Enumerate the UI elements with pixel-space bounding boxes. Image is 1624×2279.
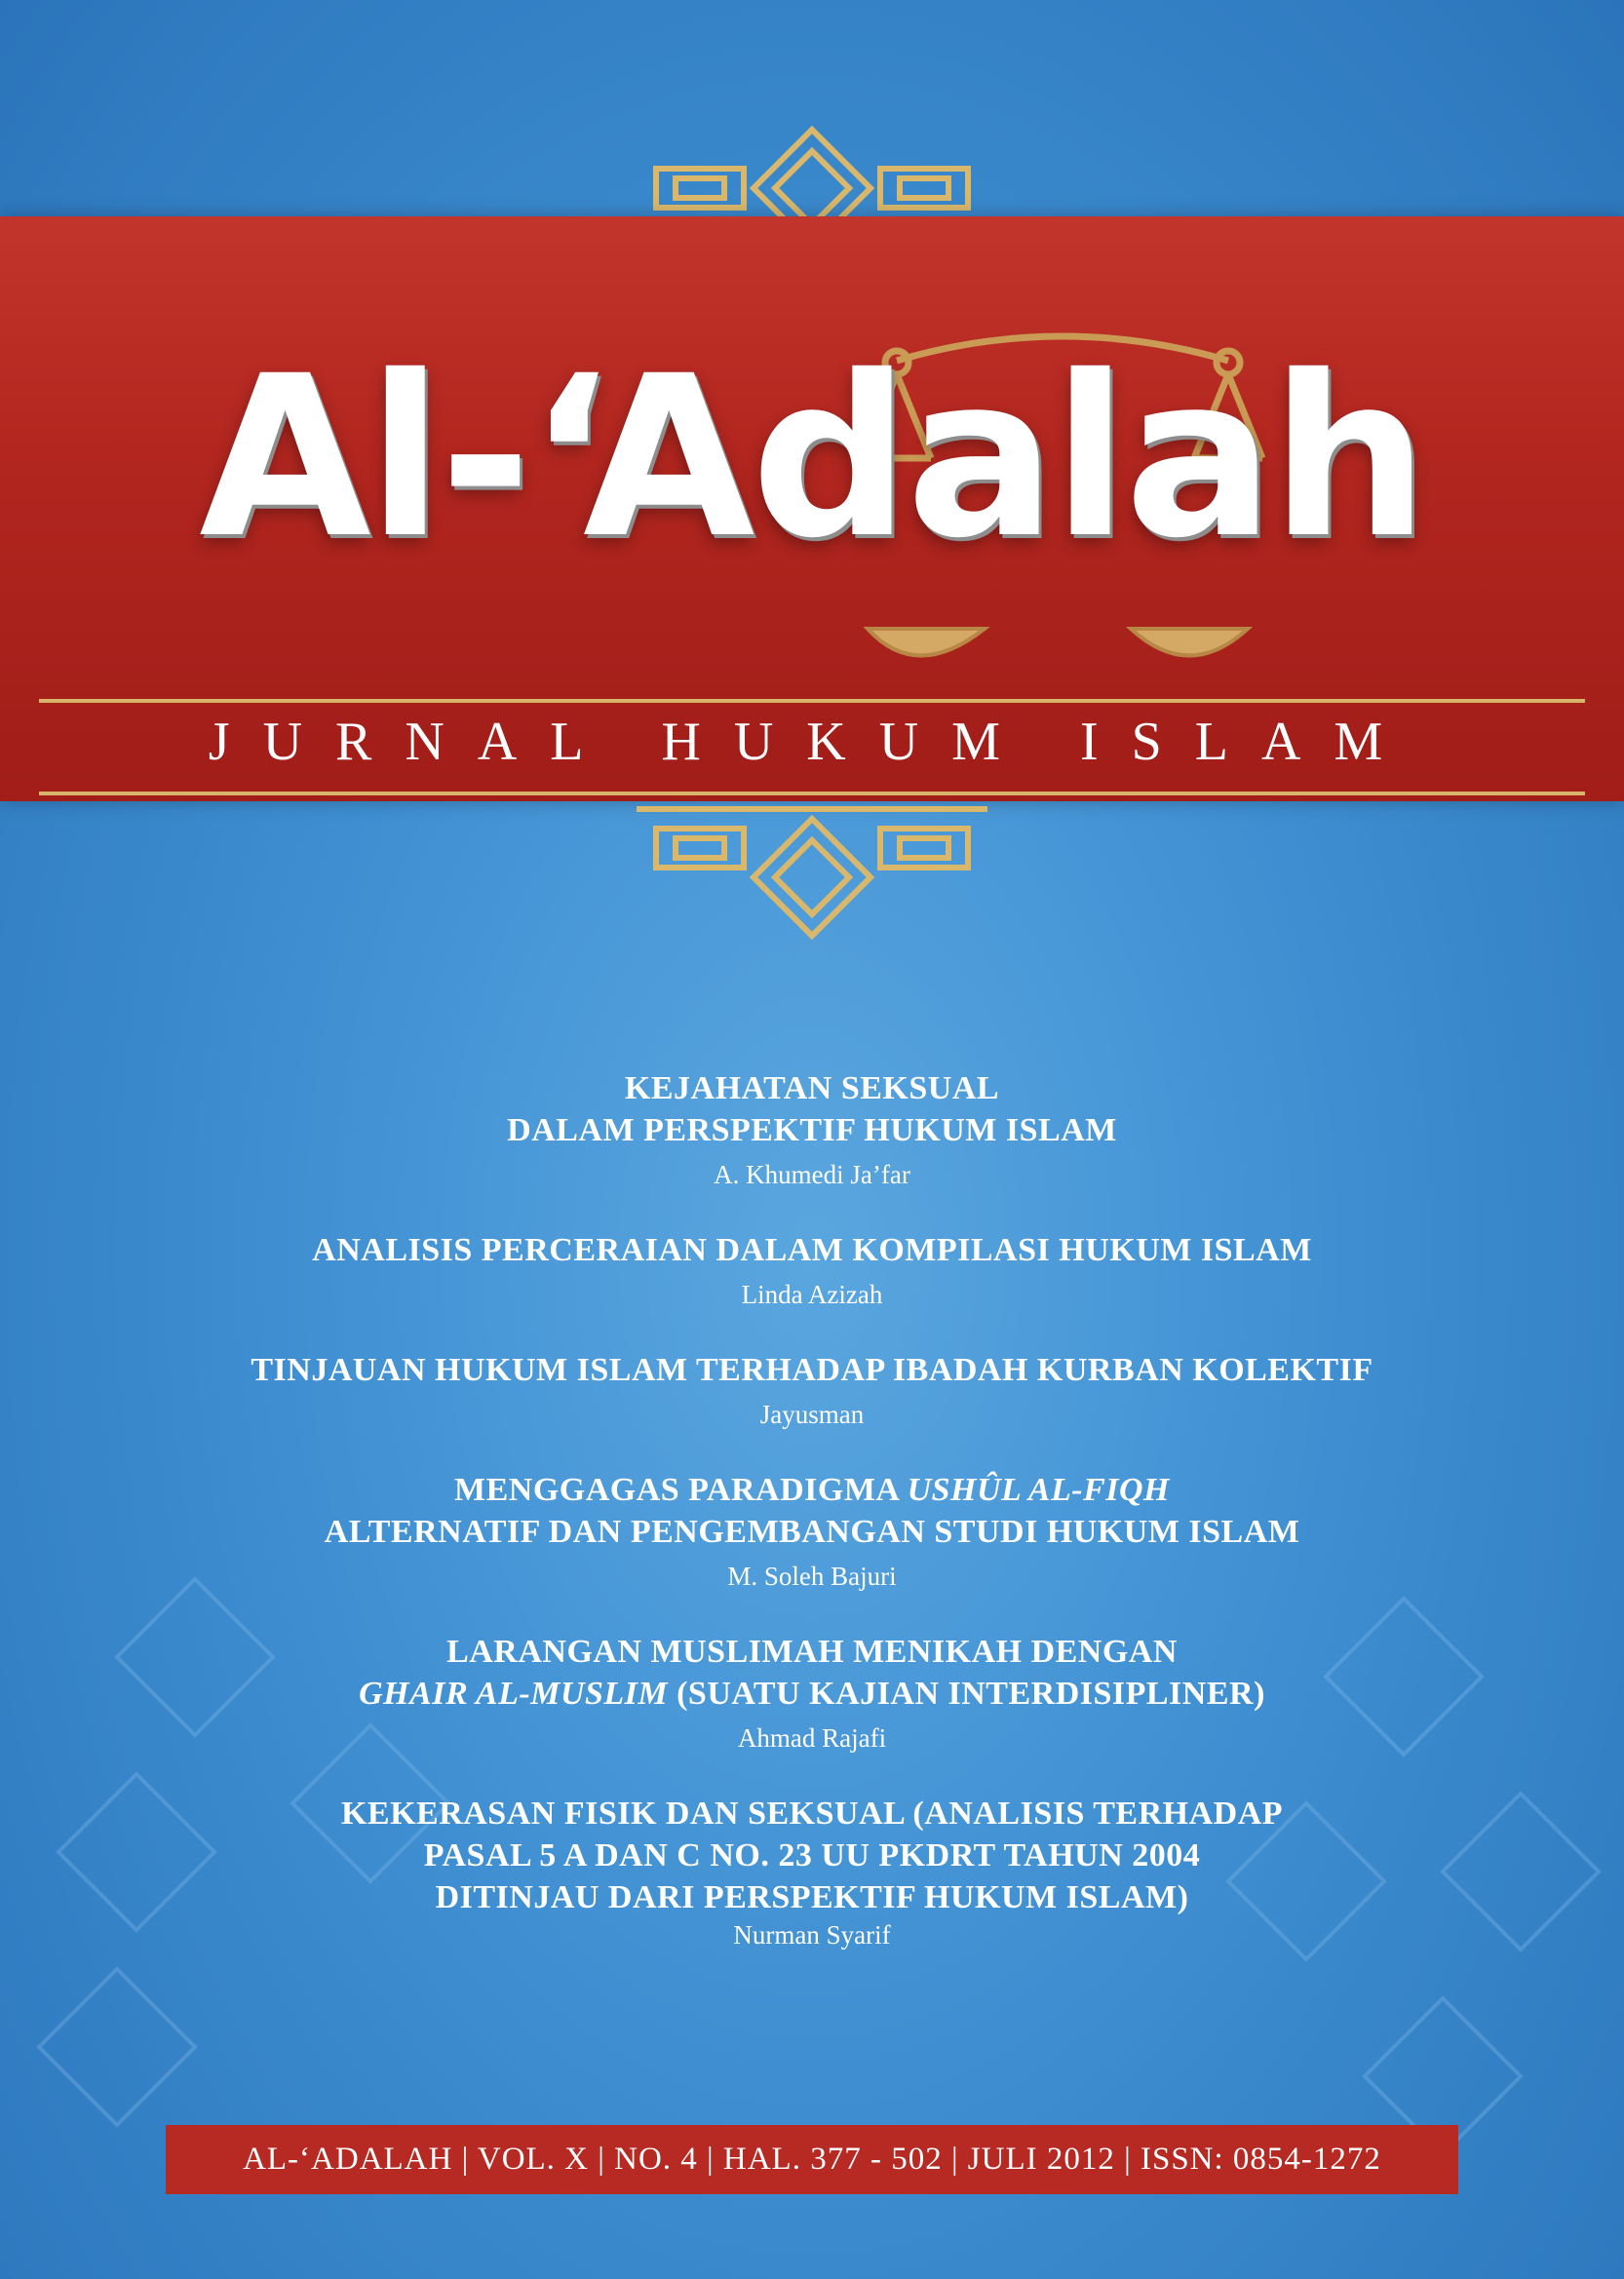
title-wrap — [0, 328, 1624, 587]
article-title-text: MENGGAGAS PARADIGMA — [454, 1472, 908, 1508]
list-item — [195, 1631, 1429, 1754]
band-rule-lower — [39, 792, 1585, 795]
table-of-contents — [195, 1067, 1429, 1989]
article-title-line: ALTERNATIF DAN PENGEMBANGAN STUDI HUKUM ISLAM — [324, 1514, 1300, 1550]
article-title-line: DITINJAU DARI PERSPEKTIF HUKUM ISLAM) — [435, 1879, 1189, 1915]
article-title — [195, 1793, 1429, 1918]
article-title-line: KEKERASAN FISIK DAN SEKSUAL (ANALISIS TERHADAP — [340, 1796, 1284, 1832]
article-title-line — [195, 1673, 1429, 1715]
article-author: A. Khumedi Ja’far — [714, 1160, 910, 1189]
list-item — [195, 1349, 1429, 1430]
article-title-italic: USHÛL AL-FIQH — [907, 1472, 1170, 1508]
article-title-text: (SUATU KAJIAN INTERDISIPLINER) — [668, 1676, 1265, 1712]
band-rule-upper — [39, 699, 1585, 703]
article-title — [195, 1229, 1429, 1271]
article-title — [195, 1631, 1429, 1715]
article-title — [195, 1349, 1429, 1391]
issue-info-bar: AL-‘ADALAH | VOL. X | NO. 4 | HAL. 377 - 502 | JULI 2012 | ISSN: 0854-1272 — [166, 2125, 1458, 2194]
list-item — [195, 1793, 1429, 1951]
article-author: Jayusman — [759, 1400, 865, 1429]
article-author: M. Soleh Bajuri — [727, 1562, 897, 1591]
article-title-line: PASAL 5 A DAN C NO. 23 UU PKDRT TAHUN 2004 — [423, 1837, 1201, 1873]
list-item — [195, 1229, 1429, 1310]
article-title-line: LARANGAN MUSLIMAH MENIKAH DENGAN — [446, 1634, 1178, 1670]
list-item — [195, 1469, 1429, 1592]
article-title-italic: GHAIR AL-MUSLIM — [359, 1676, 669, 1712]
article-author: Nurman Syarif — [733, 1920, 891, 1950]
article-title — [195, 1067, 1429, 1151]
journal-subtitle: JURNAL HUKUM ISLAM — [208, 712, 1416, 772]
journal-title: Al-‘Adalah — [199, 328, 1425, 587]
article-title-line: ANALISIS PERCERAIAN DALAM KOMPILASI HUKUM ISLAM — [312, 1232, 1312, 1268]
article-title-line — [195, 1469, 1429, 1511]
list-item — [195, 1067, 1429, 1190]
article-title-line: KEJAHATAN SEKSUAL — [624, 1070, 1000, 1106]
bottom-ornament — [637, 799, 987, 946]
article-author: Ahmad Rajafi — [737, 1723, 887, 1753]
article-title-line: TINJAUAN HUKUM ISLAM TERHADAP IBADAH KURBAN KOLEKTIF — [251, 1352, 1373, 1388]
article-title — [195, 1469, 1429, 1553]
article-author: Linda Azizah — [741, 1280, 883, 1309]
article-title-line: DALAM PERSPEKTIF HUKUM ISLAM — [507, 1112, 1117, 1148]
